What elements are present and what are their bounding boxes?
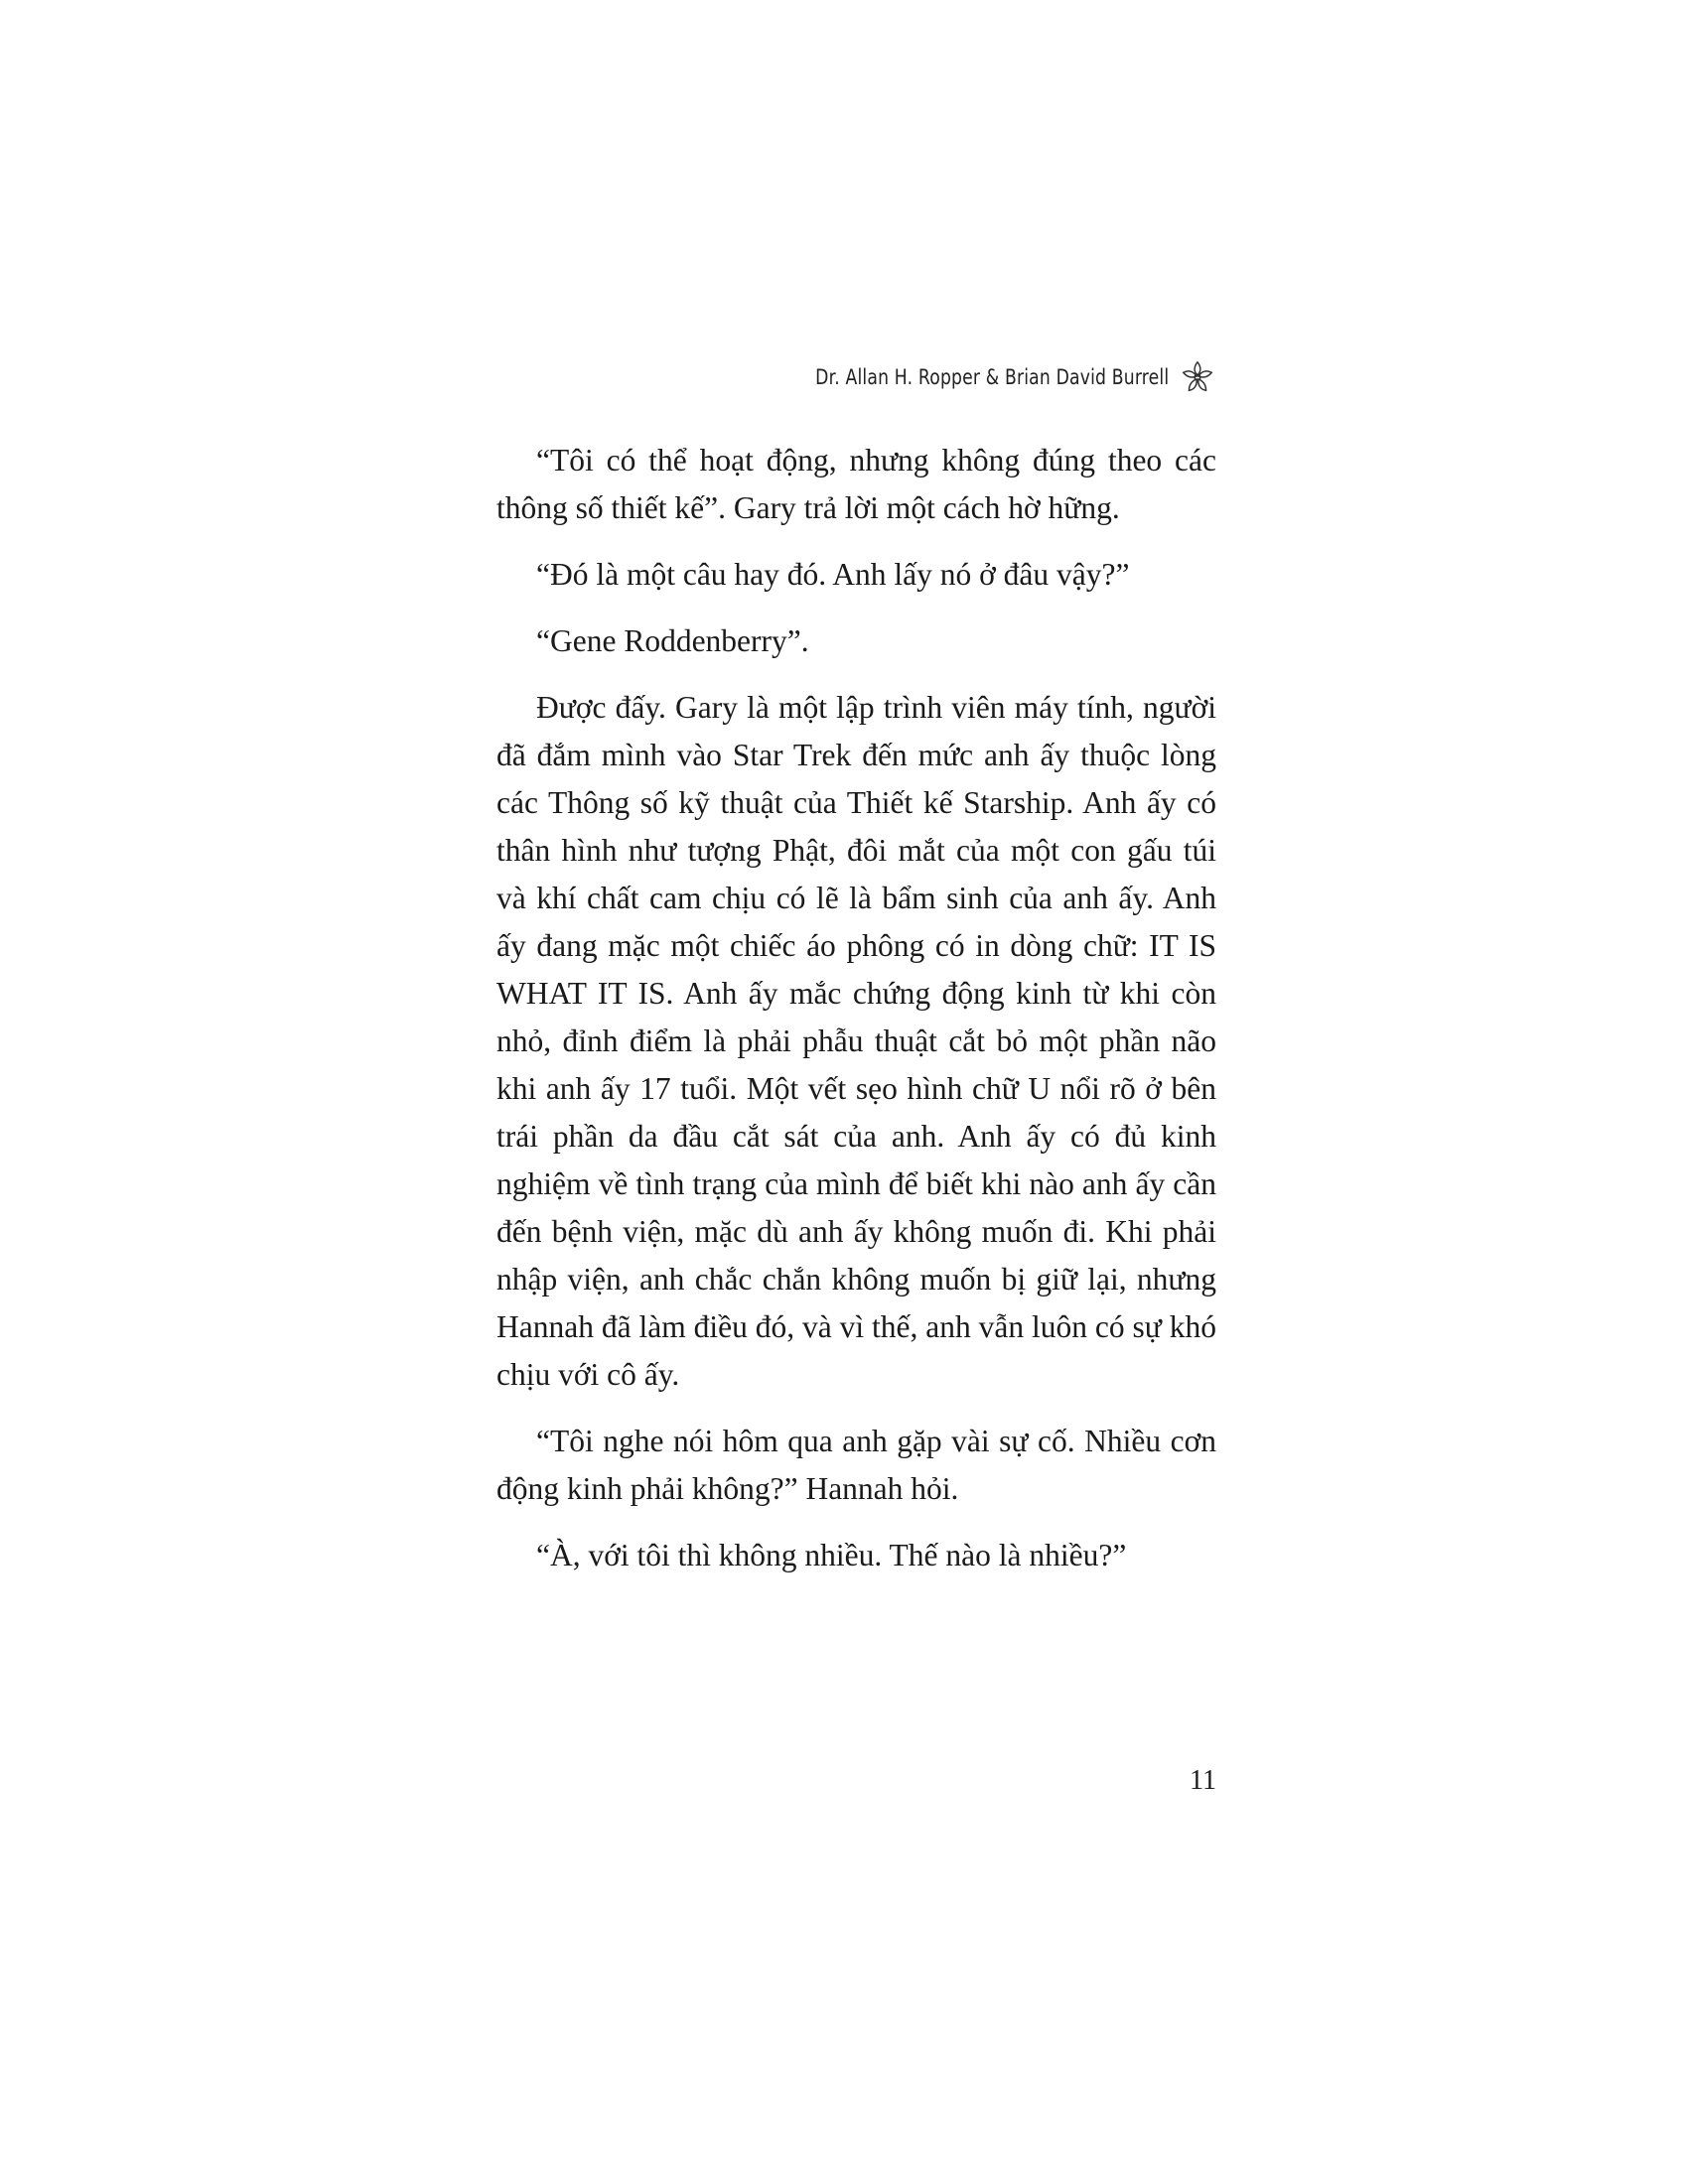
- paragraph: “Tôi có thể hoạt động, nhưng không đúng theo các thông số thiết kế”. Gary trả lời một cách hờ hững.: [496, 443, 1216, 525]
- paragraph: “Gene Roddenberry”.: [536, 623, 809, 658]
- paragraph: “Đó là một câu hay đó. Anh lấy nó ở đâu vậy?”: [536, 557, 1130, 592]
- page-number: 11: [1190, 1765, 1216, 1796]
- running-header: [496, 351, 1216, 403]
- paragraph: Được đấy. Gary là một lập trình viên máy tính, người đã đắm mình vào Star Trek đến mức anh ấy thuộc lòng các Thông số kỹ thuật của Thiết kế Starship. Anh ấy có thân hình như tượng Phật, đôi mắt của một con gấu túi và khí chất cam chịu có lẽ là bẩm sinh của anh ấy. Anh ấy đang mặc một chiếc áo phông có in dòng chữ: IT IS WHAT IT IS. Anh ấy mắc chứng động kinh từ khi còn nhỏ, đỉnh điểm là phải phẫu thuật cắt bỏ một phần não khi anh ấy 17 tuổi. Một vết sẹo hình chữ U nổi rõ ở bên trái phần da đầu cắt sát của anh. Anh ấy có đủ kinh nghiệm về tình trạng của mình để biết khi nào anh ấy cần đến bệnh viện, mặc dù anh ấy không muốn đi. Khi phải nhập viện, anh chắc chắn không muốn bị giữ lại, nhưng Hannah đã làm điều đó, và vì thế, anh vẫn luôn có sự khó chịu với cô ấy.: [496, 690, 1216, 1392]
- paragraph: “Tôi nghe nói hôm qua anh gặp vài sự cố. Nhiều cơn động kinh phải không?” Hannah hỏi.: [496, 1424, 1216, 1506]
- body-text: [496, 437, 1216, 1598]
- paragraph: “À, với tôi thì không nhiều. Thế nào là nhiều?”: [536, 1538, 1127, 1572]
- author-line: Dr. Allan H. Ropper & Brian David Burrell: [814, 365, 1169, 389]
- flower-ornament-icon: [1179, 358, 1216, 396]
